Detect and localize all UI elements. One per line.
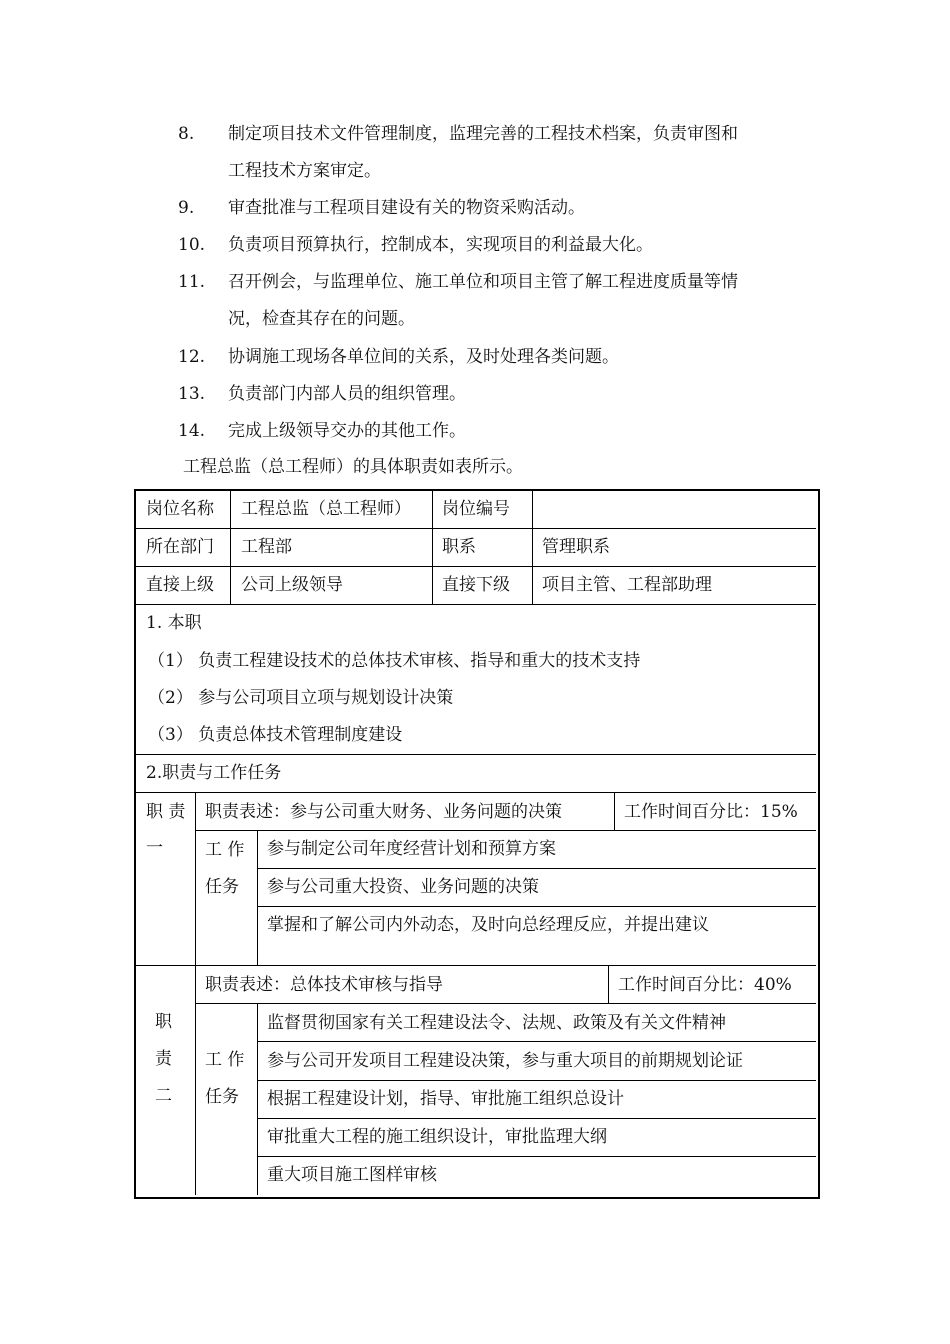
list-text-line: 工程技术方案审定。 (228, 161, 381, 181)
list-item (178, 116, 818, 190)
header-cell: 岗位名称 (146, 499, 214, 519)
value-cell: 项目主管、工程部助理 (542, 575, 712, 595)
list-number: 9. (178, 198, 195, 218)
task-item: 重大项目施工图样审核 (267, 1165, 437, 1185)
list-text (228, 116, 813, 190)
col-rule (257, 830, 258, 965)
row-rule (136, 754, 816, 755)
duty-table (134, 489, 820, 1199)
task-item: 参与公司重大投资、业务问题的决策 (267, 877, 539, 897)
task-item: 根据工程建设计划，指导、审批施工组织总设计 (267, 1089, 624, 1109)
list-number: 11. (178, 272, 206, 292)
list-text: 负责项目预算执行，控制成本，实现项目的利益最大化。 (228, 235, 653, 255)
list-text: 负责部门内部人员的组织管理。 (228, 384, 466, 404)
row-rule (257, 1156, 816, 1157)
task-label: 工 作 (205, 1050, 245, 1070)
col-rule (614, 792, 615, 830)
list-number: 12. (178, 347, 206, 367)
col-rule (257, 1003, 258, 1195)
list-text: 完成上级领导交办的其他工作。 (228, 421, 466, 441)
row-rule (257, 868, 816, 869)
row-rule (257, 1118, 816, 1119)
duty-label: 二 (155, 1086, 172, 1106)
table-intro: 工程总监（总工程师）的具体职责如表所示。 (183, 457, 523, 477)
time-percentage: 工作时间百分比：40% (618, 975, 792, 995)
duty-item: （2） 参与公司项目立项与规划设计决策 (148, 688, 454, 708)
task-item: 监督贯彻国家有关工程建设法令、法规、政策及有关文件精神 (267, 1013, 726, 1033)
list-number: 14. (178, 421, 206, 441)
row-rule (136, 566, 816, 567)
duty-label: 职 责 (146, 802, 186, 822)
row-rule (195, 830, 816, 831)
col-rule (195, 792, 196, 1195)
duty-item: （3） 负责总体技术管理制度建设 (148, 725, 403, 745)
col-rule (532, 491, 533, 604)
list-number: 8. (178, 124, 195, 144)
list-number: 13. (178, 384, 206, 404)
section-title: 1. 本职 (146, 613, 202, 633)
header-cell: 直接下级 (442, 575, 510, 595)
value-cell: 公司上级领导 (241, 575, 343, 595)
row-rule (195, 1003, 816, 1004)
list-text-line: 况，检查其存在的问题。 (228, 309, 415, 329)
list-text-line: 召开例会，与监理单位、施工单位和项目主管了解工程进度质量等情 (228, 272, 738, 292)
task-label: 工 作 (205, 840, 245, 860)
row-rule (257, 1080, 816, 1081)
section-title: 2.职责与工作任务 (146, 763, 282, 783)
col-rule (432, 491, 433, 604)
task-item: 参与公司开发项目工程建设决策，参与重大项目的前期规划论证 (267, 1051, 743, 1071)
col-rule (608, 965, 609, 1003)
row-rule (136, 965, 816, 966)
col-rule (230, 491, 231, 604)
header-cell: 职系 (442, 537, 476, 557)
row-rule (136, 604, 816, 605)
value-cell: 工程部 (241, 537, 292, 557)
list-text: 审查批准与工程项目建设有关的物资采购活动。 (228, 198, 585, 218)
row-rule (136, 792, 816, 793)
duty-label: 责 (155, 1049, 172, 1069)
task-item: 审批重大工程的施工组织设计，审批监理大纲 (267, 1127, 607, 1147)
duty-label: 职 (155, 1012, 172, 1032)
duty-description: 职责表述：总体技术审核与指导 (205, 975, 443, 995)
task-item: 掌握和了解公司内外动态，及时向总经理反应，并提出建议 (267, 915, 709, 935)
list-text-line: 制定项目技术文件管理制度，监理完善的工程技术档案，负责审图和 (228, 124, 738, 144)
task-label: 任务 (205, 1087, 239, 1107)
header-cell: 所在部门 (146, 537, 214, 557)
duty-description: 职责表述：参与公司重大财务、业务问题的决策 (205, 802, 562, 822)
time-percentage: 工作时间百分比：15% (624, 802, 798, 822)
value-cell: 工程总监（总工程师） (241, 499, 411, 519)
row-rule (257, 906, 816, 907)
value-cell: 管理职系 (542, 537, 610, 557)
list-text (228, 264, 813, 338)
duty-item: （1） 负责工程建设技术的总体技术审核、指导和重大的技术支持 (148, 651, 641, 671)
duty-label: 一 (146, 838, 163, 858)
list-text: 协调施工现场各单位间的关系，及时处理各类问题。 (228, 347, 619, 367)
list-number: 10. (178, 235, 206, 255)
header-cell: 岗位编号 (442, 499, 510, 519)
row-rule (257, 1041, 816, 1042)
row-rule (136, 528, 816, 529)
task-label: 任务 (205, 877, 239, 897)
header-cell: 直接上级 (146, 575, 214, 595)
task-item: 参与制定公司年度经营计划和预算方案 (267, 839, 556, 859)
